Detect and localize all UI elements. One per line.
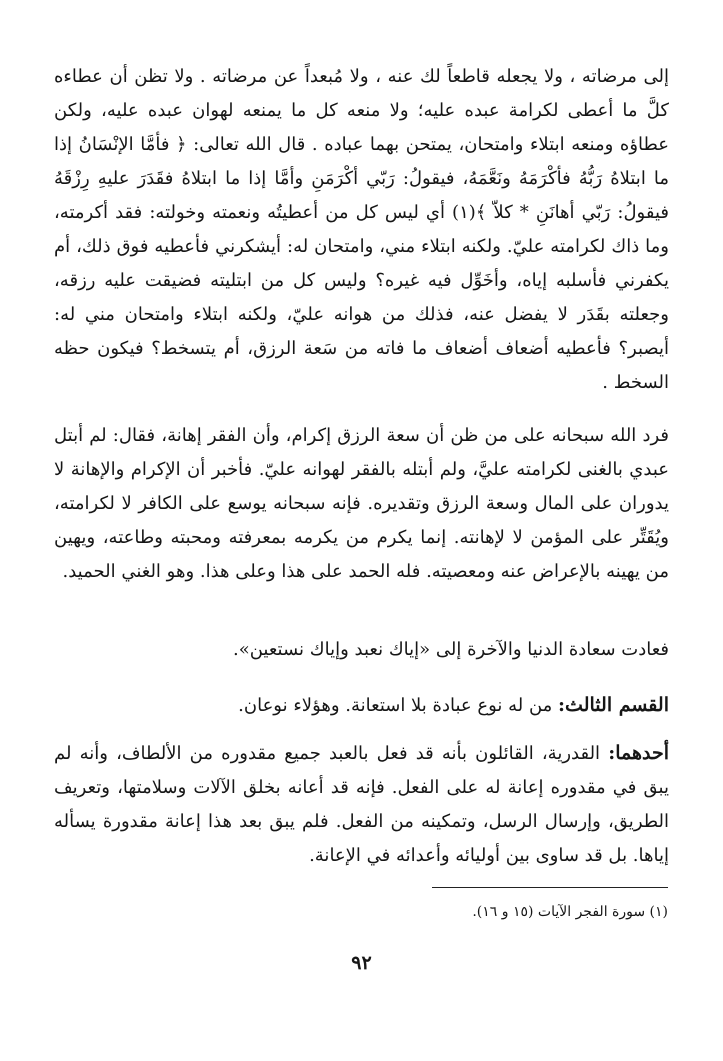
footnote-divider	[432, 887, 668, 888]
paragraph-3: فعادت سعادة الدنيا والآخرة إلى «إياك نعبد وإياك نستعين».	[233, 639, 669, 660]
paragraph-5-text: القدرية، القائلون بأنه قد فعل بالعبد جميع مقدوره من الألطاف، وأنه لم يبق في مقدوره إعانة له على الفعل. فإنه قد أعانه بخلق الآلات وسلامتها، وتعريف الطريق، وإرسال الرسل، وتمكينه من الفعل. فلم يبق بعد هذا إعانة مقدورة يسأله إياها. بل قد ساوى بين أوليائه وأعدائه في الإعانة.	[54, 743, 669, 866]
paragraph-5	[54, 736, 669, 873]
paragraph-4	[54, 688, 669, 723]
section-heading-first-type: أحدهما:	[608, 742, 669, 764]
section-heading-third-category: القسم الثالث:	[558, 694, 669, 716]
page-number: ٩٢	[351, 952, 372, 974]
footnote: (١) سورة الفجر الآيات (١٥ و ١٦).	[472, 904, 668, 920]
paragraph-2: فرد الله سبحانه على من ظن أن سعة الرزق إكرام، وأن الفقر إهانة، فقال: لم أبتل عبدي بالغنى لكرامته عليَّ، ولم أبتله بالفقر لهوانه عليّ. فأخبر أن الإكرام والإهانة لا يدوران على المال وسعة الرزق وتقديره. فإنه سبحانه يوسع على الكافر لا لكرامته، ويُقَتِّر على المؤمن لا لإهانته. إنما يكرم من يكرمه بمعرفته ومحبته وطاعته، ويهين من يهينه بالإعراض عنه ومعصيته. فله الحمد على هذا وعلى هذا. وهو الغني الحميد.	[54, 425, 669, 582]
paragraph-1: إلى مرضاته ، ولا يجعله قاطعاً لك عنه ، ولا مُبعداً عن مرضاته . ولا تظن أن عطاءه كلَّ ما أعطى لكرامة عبده عليه؛ ولا منعه كل ما يمنعه لهوان عبده عليه، ولكن عطاؤه ومنعه ابتلاء وامتحان، يمتحن بهما عباده . قال الله تعالى: ﴿ فأمَّا الإنْسَانُ إذا ما ابتلاهُ رَبُّهُ فأكْرَمَهُ ونَعَّمَهُ، فيقولُ: رَبّي أكْرَمَنِ وأمَّا إذا ما ابتلاهُ فقَدَرَ عليهِ رِزْقَهُ فيقولُ: رَبّي أهانَنِ * كلاّ ﴾(١) أي ليس كل من أعطيتُه ونعمته وخولته: فقد أكرمته، وما ذاك لكرامته عليّ. ولكنه ابتلاء مني، وامتحان له: أيشكرني فأعطيه فوق ذلك، أم يكفرني فأسلبه إياه، وأخَوِّل فيه غيره؟ وليس كل من ابتليته فضيقت عليه رزقه، وجعلته بقَدَر لا يفضل عنه، فذلك من هوانه عليّ، ولكنه ابتلاء وامتحان مني له: أيصبر؟ فأعطيه أضعاف أضعاف ما فاته من سَعة الرزق، أم يتسخط؟ فيكون حظه السخط .	[54, 66, 670, 393]
paragraph-4-text: من له نوع عبادة بلا استعانة. وهؤلاء نوعان.	[238, 695, 559, 716]
